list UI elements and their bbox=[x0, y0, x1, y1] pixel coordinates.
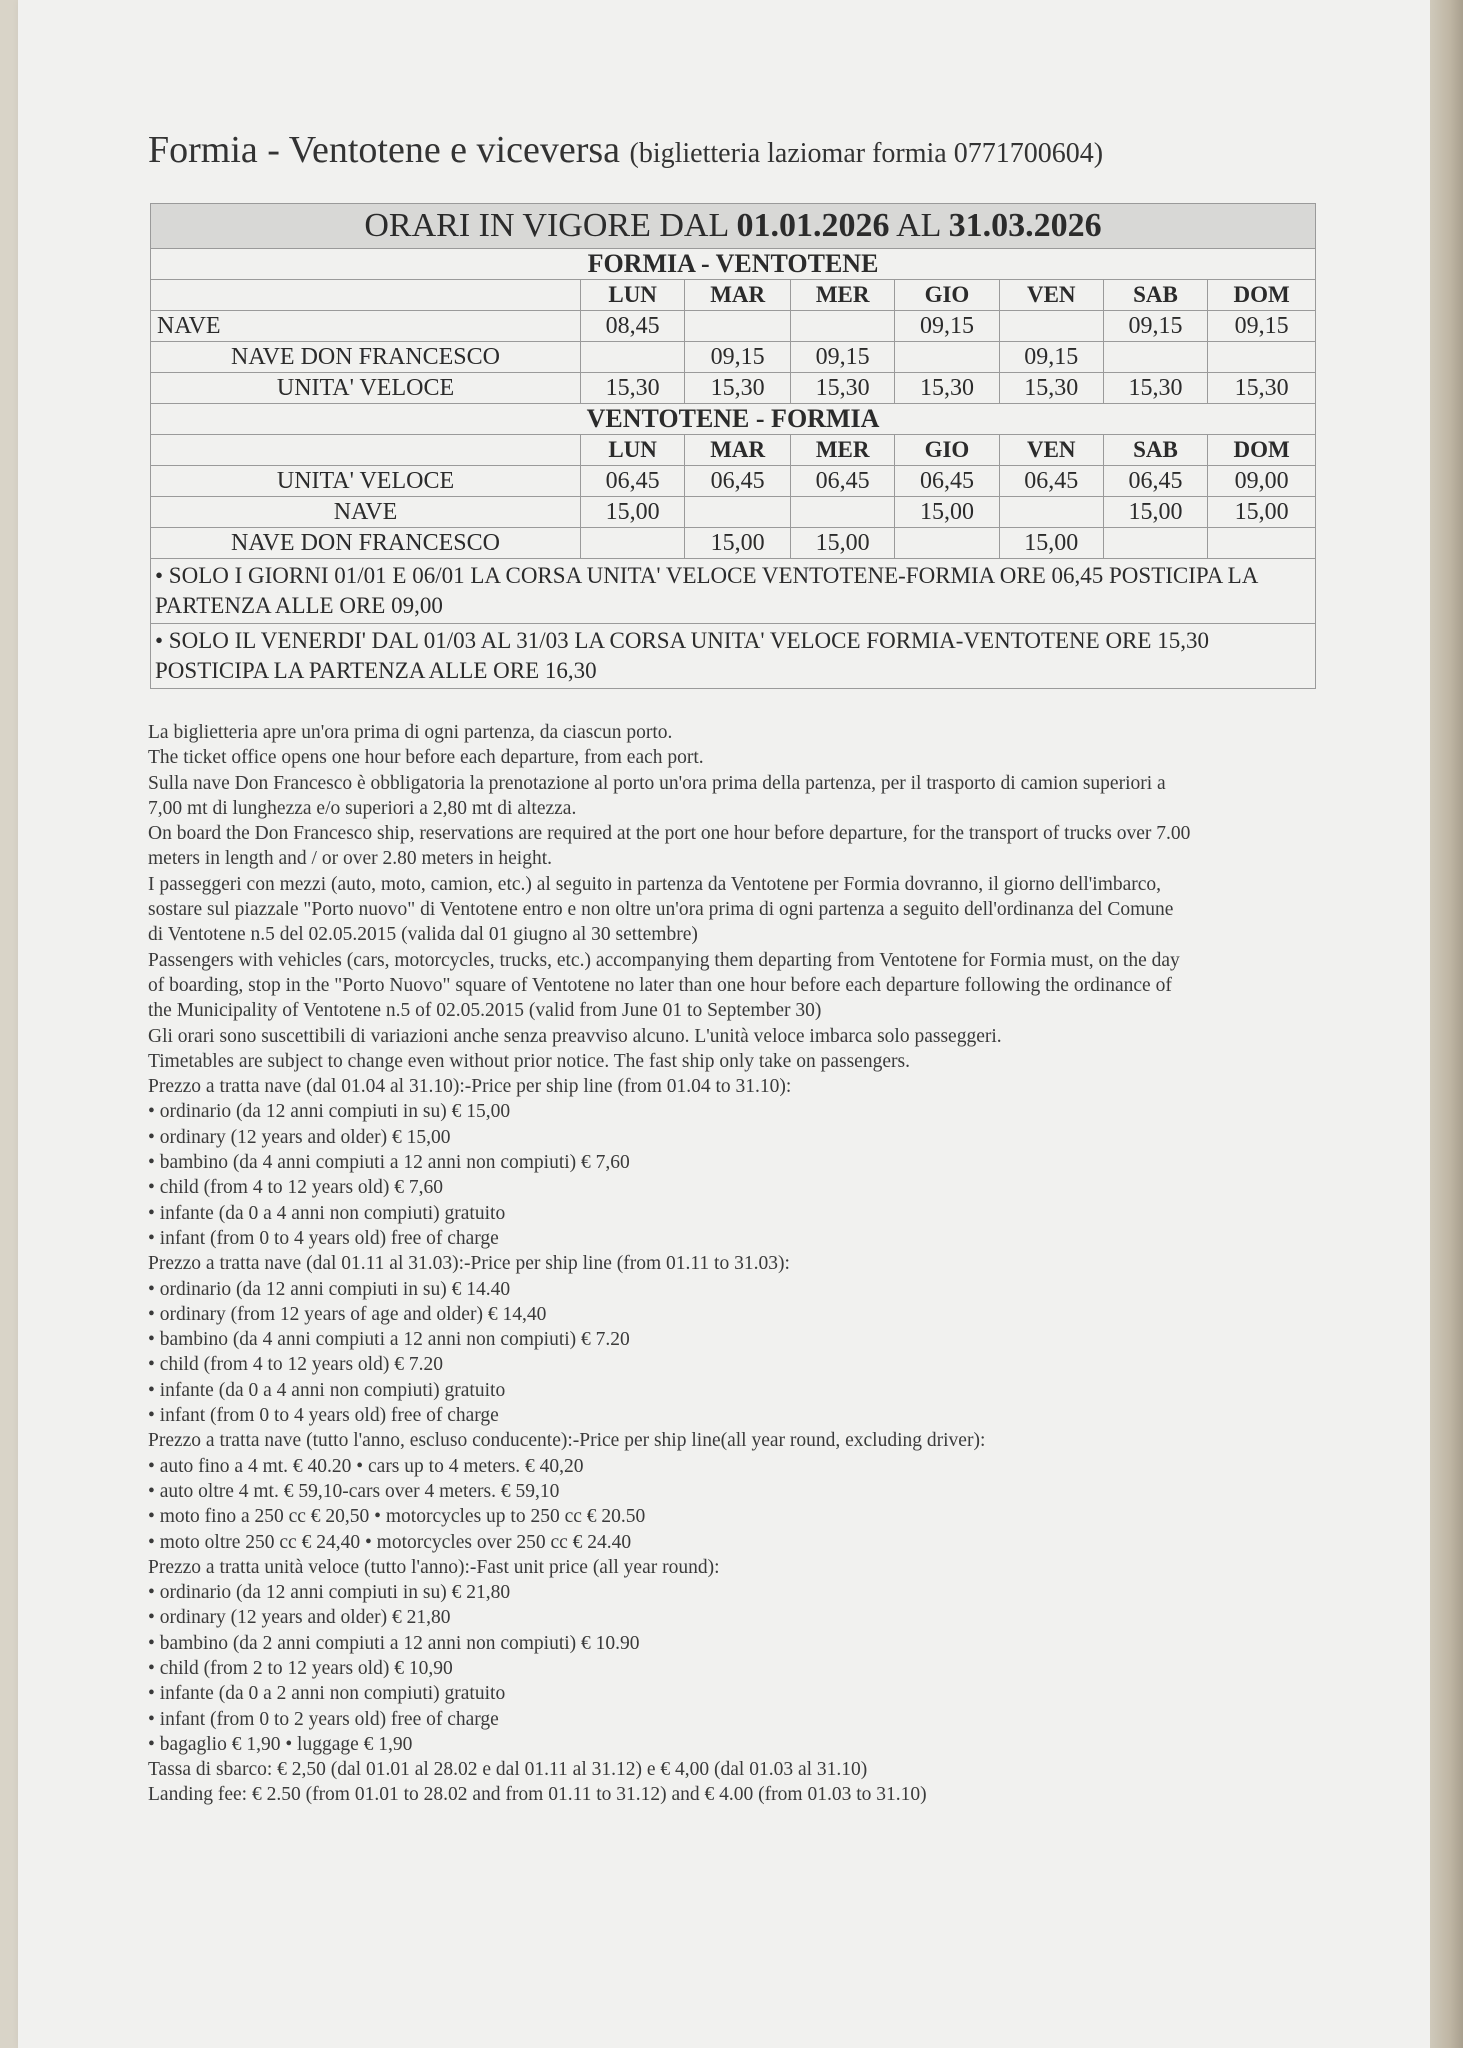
vessel-label: NAVE bbox=[151, 497, 581, 528]
paper-edge-shadow bbox=[1430, 0, 1463, 2048]
info-line: • auto fino a 4 mt. € 40.20 • cars up to 4 meters. € 40,20 bbox=[148, 1455, 584, 1477]
info-line: Prezzo a tratta nave (dal 01.11 al 31.03):-Price per ship line (from 01.11 to 31.03): bbox=[148, 1253, 790, 1275]
departure-time bbox=[581, 342, 685, 373]
validity-heading bbox=[151, 204, 1316, 249]
info-line: • ordinario (da 12 anni compiuti in su) € 14.40 bbox=[148, 1278, 511, 1300]
info-line: Passengers with vehicles (cars, motorcycles, trucks, etc.) accompanying them departing from Ventotene for Formia must, on the day bbox=[148, 949, 1180, 971]
departure-time: 15,00 bbox=[581, 497, 685, 528]
info-text bbox=[148, 720, 1338, 1808]
route-heading: FORMIA - VENTOTENE bbox=[151, 249, 1316, 280]
info-line: Landing fee: € 2.50 (from 01.01 to 28.02 and from 01.11 to 31.12) and € 4.00 (from 01.03 to 31.10) bbox=[148, 1784, 927, 1806]
info-line: • ordinary (12 years and older) € 21,80 bbox=[148, 1607, 451, 1629]
departure-time: 15,30 bbox=[581, 373, 685, 404]
heading-prefix: ORARI IN VIGORE DAL bbox=[364, 207, 737, 244]
day-header: MER bbox=[791, 435, 895, 466]
info-line: The ticket office opens one hour before each departure, from each port. bbox=[148, 747, 704, 769]
departure-time: 09,15 bbox=[1103, 311, 1207, 342]
schedule-row bbox=[151, 466, 1316, 497]
day-header: GIO bbox=[895, 280, 999, 311]
day-header: VEN bbox=[999, 280, 1103, 311]
title-subtitle: (biglietteria laziomar formia 0771700604) bbox=[629, 138, 1104, 169]
info-line: • infante (da 0 a 2 anni non compiuti) gratuito bbox=[148, 1683, 506, 1705]
departure-time bbox=[1208, 528, 1316, 559]
days-row bbox=[151, 435, 1316, 466]
info-line: 7,00 mt di lunghezza e/o superiori a 2,80 mt di altezza. bbox=[148, 797, 577, 819]
timetable bbox=[150, 203, 1316, 689]
info-line: Gli orari sono suscettibili di variazioni anche senza preavviso alcuno. L'unità veloce imbarca solo passeggeri. bbox=[148, 1025, 1002, 1047]
vessel-label: NAVE DON FRANCESCO bbox=[151, 528, 581, 559]
schedule-note: • SOLO I GIORNI 01/01 E 06/01 LA CORSA UNITA' VELOCE VENTOTENE-FORMIA ORE 06,45 POSTICIPA LA PARTENZA ALLE ORE 09,00 bbox=[151, 559, 1316, 624]
info-line: • infant (from 0 to 2 years old) free of charge bbox=[148, 1708, 499, 1730]
info-line: • child (from 4 to 12 years old) € 7,60 bbox=[148, 1177, 443, 1199]
departure-time: 06,45 bbox=[791, 466, 895, 497]
vessel-label: NAVE bbox=[151, 311, 581, 342]
route-heading-row bbox=[151, 404, 1316, 435]
info-line: Prezzo a tratta unità veloce (tutto l'anno):-Fast unit price (all year round): bbox=[148, 1556, 720, 1578]
departure-time: 15,00 bbox=[685, 528, 791, 559]
vessel-label: UNITA' VELOCE bbox=[151, 466, 581, 497]
schedule-row bbox=[151, 497, 1316, 528]
departure-time bbox=[685, 497, 791, 528]
info-line: La biglietteria apre un'ora prima di ogni partenza, da ciascun porto. bbox=[148, 722, 673, 743]
schedule-note: • SOLO IL VENERDI' DAL 01/03 AL 31/03 LA CORSA UNITA' VELOCE FORMIA-VENTOTENE ORE 15,30 POSTICIPA LA PARTENZA ALLE ORE 16,30 bbox=[151, 624, 1316, 689]
info-line: • bambino (da 4 anni compiuti a 12 anni non compiuti) € 7,60 bbox=[148, 1152, 630, 1174]
schedule-row bbox=[151, 342, 1316, 373]
info-line: • moto oltre 250 cc € 24,40 • motorcycles over 250 cc € 24.40 bbox=[148, 1531, 632, 1553]
info-line: Prezzo a tratta nave (tutto l'anno, escluso conducente):-Price per ship line(all year round, excluding driver): bbox=[148, 1430, 986, 1452]
info-line: sostare sul piazzale "Porto nuovo" di Ventotene entro e non oltre un'ora prima di ogni partenza a seguito dell'ordinanza del Comune bbox=[148, 899, 1174, 921]
heading-mid: AL bbox=[889, 207, 949, 244]
departure-time bbox=[1208, 342, 1316, 373]
info-line: • infante (da 0 a 4 anni non compiuti) gratuito bbox=[148, 1202, 506, 1224]
departure-time: 09,15 bbox=[895, 311, 999, 342]
days-row bbox=[151, 280, 1316, 311]
info-line: of boarding, stop in the "Porto Nuovo" square of Ventotene no later than one hour before each departure following the ordinance of bbox=[148, 974, 1172, 996]
departure-time bbox=[791, 497, 895, 528]
schedule-row bbox=[151, 373, 1316, 404]
info-line: I passeggeri con mezzi (auto, moto, camion, etc.) al seguito in partenza da Ventotene per Formia dovranno, il giorno dell'imbarco, bbox=[148, 873, 1162, 895]
day-header: MAR bbox=[685, 280, 791, 311]
day-header: DOM bbox=[1208, 280, 1316, 311]
departure-time: 09,15 bbox=[791, 342, 895, 373]
info-line: Sulla nave Don Francesco è obbligatoria la prenotazione al porto un'ora prima della partenza, per il trasporto di camion superiori a bbox=[148, 772, 1166, 794]
departure-time: 15,30 bbox=[999, 373, 1103, 404]
departure-time: 15,30 bbox=[1103, 373, 1207, 404]
info-line: Timetables are subject to change even without prior notice. The fast ship only take on passengers. bbox=[148, 1050, 910, 1072]
day-header: SAB bbox=[1103, 280, 1207, 311]
day-header: LUN bbox=[581, 280, 685, 311]
departure-time: 15,30 bbox=[791, 373, 895, 404]
days-row-blank bbox=[151, 280, 581, 311]
departure-time: 15,00 bbox=[1103, 497, 1207, 528]
heading-date-from: 01.01.2026 bbox=[736, 207, 890, 244]
departure-time bbox=[1103, 528, 1207, 559]
info-line: • child (from 4 to 12 years old) € 7.20 bbox=[148, 1354, 443, 1376]
info-line: • bambino (da 4 anni compiuti a 12 anni non compiuti) € 7.20 bbox=[148, 1329, 630, 1351]
schedule-row bbox=[151, 311, 1316, 342]
days-row-blank bbox=[151, 435, 581, 466]
departure-time: 06,45 bbox=[581, 466, 685, 497]
day-header: GIO bbox=[895, 435, 999, 466]
departure-time: 08,45 bbox=[581, 311, 685, 342]
departure-time: 09,15 bbox=[999, 342, 1103, 373]
day-header: DOM bbox=[1208, 435, 1316, 466]
departure-time bbox=[581, 528, 685, 559]
info-line: the Municipality of Ventotene n.5 of 02.05.2015 (valid from June 01 to September 30) bbox=[148, 1000, 822, 1022]
departure-time: 09,15 bbox=[685, 342, 791, 373]
departure-time: 15,30 bbox=[685, 373, 791, 404]
departure-time: 06,45 bbox=[895, 466, 999, 497]
day-header: MAR bbox=[685, 435, 791, 466]
departure-time: 15,00 bbox=[895, 497, 999, 528]
info-line: • moto fino a 250 cc € 20,50 • motorcycles up to 250 cc € 20.50 bbox=[148, 1506, 646, 1528]
departure-time bbox=[999, 311, 1103, 342]
schedule-row bbox=[151, 528, 1316, 559]
info-line: • bagaglio € 1,90 • luggage € 1,90 bbox=[148, 1733, 413, 1755]
departure-time: 15,30 bbox=[1208, 373, 1316, 404]
departure-time bbox=[999, 497, 1103, 528]
departure-time: 06,45 bbox=[1103, 466, 1207, 497]
info-line: • auto oltre 4 mt. € 59,10-cars over 4 meters. € 59,10 bbox=[148, 1480, 560, 1502]
title-main: Formia - Ventotene e viceversa bbox=[148, 129, 621, 171]
info-line: • ordinario (da 12 anni compiuti in su) € 21,80 bbox=[148, 1582, 511, 1604]
departure-time bbox=[791, 311, 895, 342]
departure-time: 06,45 bbox=[685, 466, 791, 497]
departure-time bbox=[685, 311, 791, 342]
departure-time bbox=[895, 528, 999, 559]
vessel-label: UNITA' VELOCE bbox=[151, 373, 581, 404]
departure-time: 06,45 bbox=[999, 466, 1103, 497]
note-row bbox=[151, 624, 1316, 689]
day-header: MER bbox=[791, 280, 895, 311]
info-line: • ordinary (12 years and older) € 15,00 bbox=[148, 1126, 451, 1148]
day-header: SAB bbox=[1103, 435, 1207, 466]
note-row bbox=[151, 559, 1316, 624]
info-line: • infant (from 0 to 4 years old) free of charge bbox=[148, 1405, 499, 1427]
info-line: • infante (da 0 a 4 anni non compiuti) gratuito bbox=[148, 1379, 506, 1401]
vessel-label: NAVE DON FRANCESCO bbox=[151, 342, 581, 373]
route-heading: VENTOTENE - FORMIA bbox=[151, 404, 1316, 435]
page-title bbox=[148, 128, 1103, 172]
info-line: • infant (from 0 to 4 years old) free of charge bbox=[148, 1227, 499, 1249]
route-heading-row bbox=[151, 249, 1316, 280]
info-line: • child (from 2 to 12 years old) € 10,90 bbox=[148, 1657, 453, 1679]
departure-time: 15,00 bbox=[999, 528, 1103, 559]
day-header: LUN bbox=[581, 435, 685, 466]
validity-heading-row bbox=[151, 204, 1316, 249]
info-line: • ordinary (from 12 years of age and older) € 14,40 bbox=[148, 1303, 547, 1325]
info-line: Tassa di sbarco: € 2,50 (dal 01.01 al 28.02 e dal 01.11 al 31.12) e € 4,00 (dal 01.03 al 31.10) bbox=[148, 1759, 868, 1781]
info-line: • ordinario (da 12 anni compiuti in su) € 15,00 bbox=[148, 1101, 511, 1123]
departure-time: 09,00 bbox=[1208, 466, 1316, 497]
departure-time bbox=[895, 342, 999, 373]
info-line: Prezzo a tratta nave (dal 01.04 al 31.10):-Price per ship line (from 01.04 to 31.10): bbox=[148, 1076, 792, 1098]
departure-time: 09,15 bbox=[1208, 311, 1316, 342]
info-line: • bambino (da 2 anni compiuti a 12 anni non compiuti) € 10.90 bbox=[148, 1632, 640, 1654]
day-header: VEN bbox=[999, 435, 1103, 466]
departure-time bbox=[1103, 342, 1207, 373]
departure-time: 15,00 bbox=[791, 528, 895, 559]
departure-time: 15,30 bbox=[895, 373, 999, 404]
departure-time: 15,00 bbox=[1208, 497, 1316, 528]
info-line: di Ventotene n.5 del 02.05.2015 (valida dal 01 giugno al 30 settembre) bbox=[148, 924, 698, 946]
heading-date-to: 31.03.2026 bbox=[948, 207, 1102, 244]
info-line: On board the Don Francesco ship, reservations are required at the port one hour before departure, for the transport of trucks over 7.00 bbox=[148, 823, 1191, 845]
info-line: meters in length and / or over 2.80 meters in height. bbox=[148, 848, 552, 870]
